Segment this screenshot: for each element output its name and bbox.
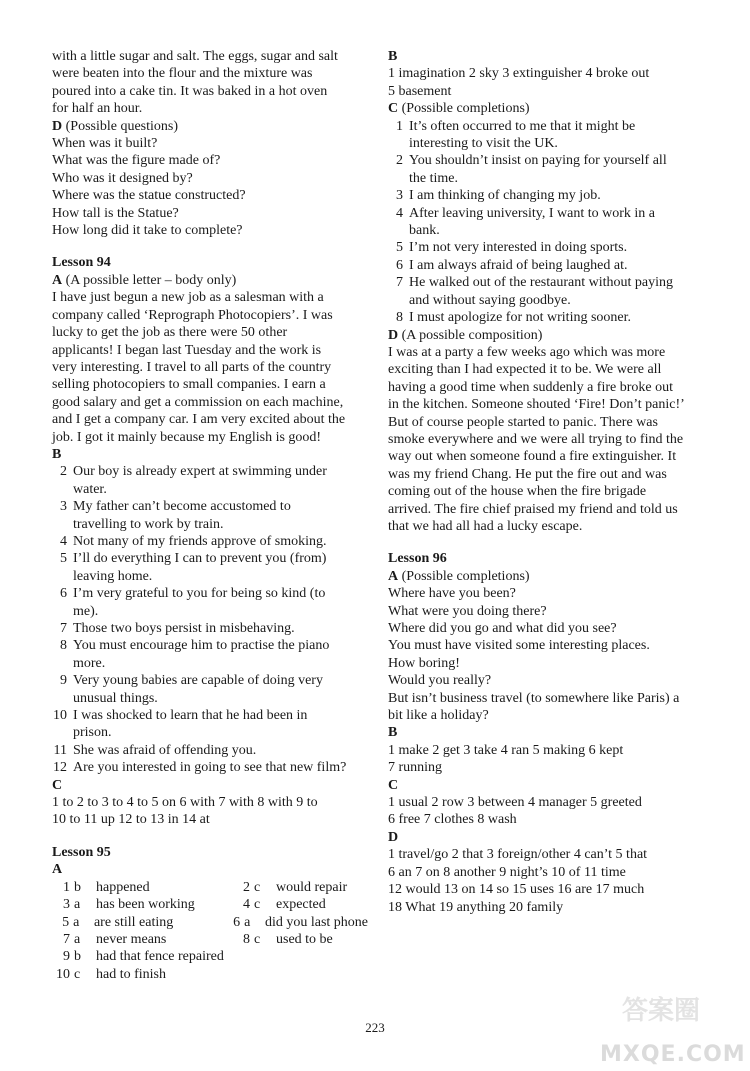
item-text: water. (73, 481, 107, 497)
list-item (52, 759, 368, 776)
item-number: 2 (60, 464, 67, 480)
section-d-heading (388, 327, 708, 344)
item-letter: c (254, 931, 261, 947)
item-text: had that fence repaired (96, 949, 224, 965)
item-letter: c (74, 966, 81, 982)
text-line: smoke everywhere and we were all trying to find the (388, 431, 684, 447)
item-text: I’m not very interested in doing sports. (409, 240, 628, 256)
text-line: 1 usual 2 row 3 between 4 manager 5 greeted (388, 795, 642, 811)
dialogue-lines (388, 585, 708, 724)
list-item (52, 550, 368, 585)
section-a-heading (52, 272, 368, 289)
text-line: coming out of the house when the fire brigade (388, 484, 647, 500)
right-column (388, 48, 708, 916)
text-line: 1 travel/go 2 that 3 foreign/other 4 can’t 5 that (388, 847, 648, 863)
item-number: 9 (63, 949, 70, 965)
item-text: and without saying goodbye. (409, 292, 571, 308)
item-text: It’s often occurred to me that it might be (409, 118, 636, 134)
letter-body (52, 289, 368, 446)
question-list (52, 135, 368, 239)
section-letter: A (388, 568, 399, 584)
section-note: (A possible letter – body only) (62, 272, 237, 288)
item-number: 7 (63, 931, 70, 947)
item-number: 6 (60, 586, 67, 602)
item-number: 8 (60, 638, 67, 654)
item-number: 1 (396, 118, 403, 134)
item-number: 5 (62, 914, 70, 930)
item-text: has been working (96, 897, 195, 913)
text-line: 10 to 11 up 12 to 13 in 14 at (52, 812, 210, 828)
text-line: poured into a cake tin. It was baked in a hot oven (52, 83, 328, 99)
left-column (52, 48, 368, 983)
text-line: bit like a holiday? (388, 708, 489, 724)
question: Who was it designed by? (52, 170, 193, 186)
list-item (52, 498, 368, 533)
section-letter: A (52, 272, 63, 288)
item-letter: a (244, 914, 251, 930)
text-line: 5 basement (388, 83, 452, 99)
text-line: were beaten into the flour and the mixture was (52, 66, 313, 82)
question: What was the figure made of? (52, 153, 221, 169)
list-item (388, 274, 708, 309)
item-text: are still eating (93, 914, 174, 930)
text-line: selling photocopiers to small companies. I earn a (52, 377, 326, 393)
section-b-heading: B (52, 446, 62, 462)
item-number: 1 (63, 879, 70, 895)
item-number: 7 (60, 621, 67, 636)
lesson-95-title: Lesson 95 (52, 844, 111, 860)
text-line: very interesting. I travel to all parts of the country (52, 359, 332, 375)
grid-row (52, 931, 368, 948)
section-letter: C (388, 101, 399, 117)
text-line: was my friend Chang. He put the fire out and was (388, 466, 667, 482)
text-line: lucky to get the job as there were 50 other (52, 325, 288, 341)
item-letter: c (254, 879, 261, 895)
item-number: 10 (56, 966, 70, 982)
item-letter: a (73, 914, 80, 930)
text-line: 12 would 13 on 14 so 15 uses 16 are 17 much (388, 882, 645, 898)
list-item (388, 118, 708, 153)
text-line: good salary and get a commission on each machine, (52, 394, 344, 410)
item-text: I am thinking of changing my job. (409, 188, 601, 204)
section-c-heading (388, 100, 708, 117)
item-number: 6 (233, 914, 241, 930)
item-letter: a (74, 931, 81, 947)
item-number: 2 (396, 153, 403, 169)
text-line: But isn’t business travel (to somewhere like Paris) a (388, 690, 680, 706)
question: When was it built? (52, 136, 158, 152)
text-line: job. I got it mainly because my English is good! (52, 429, 322, 445)
item-number: 3 (60, 499, 67, 515)
section-letter: D (388, 327, 399, 343)
text-line: Where did you go and what did you see? (388, 621, 617, 636)
section-c-heading: C (388, 777, 399, 793)
item-text: Are you interested in going to see that new film? (73, 760, 347, 776)
list-item (388, 257, 708, 274)
list-item (52, 585, 368, 620)
answer-grid (52, 879, 368, 983)
item-number: 2 (243, 879, 250, 895)
list-item (52, 707, 368, 742)
item-number: 5 (60, 551, 67, 567)
text-line: 1 to 2 to 3 to 4 to 5 on 6 with 7 with 8 with 9 to (52, 795, 318, 811)
item-text: bank. (409, 223, 440, 239)
item-text: I am always afraid of being laughed at. (409, 257, 628, 273)
item-text: I was shocked to learn that he had been in (73, 708, 308, 724)
item-text: Our boy is already expert at swimming under (73, 464, 327, 480)
item-text: had to finish (96, 966, 166, 982)
text-line: I have just begun a new job as a salesman with a (52, 290, 324, 306)
item-text: happened (96, 879, 150, 895)
answer-lines (388, 846, 708, 916)
answer-lines (52, 794, 368, 829)
list-item (52, 620, 368, 637)
list-item (388, 309, 708, 326)
text-line: How boring! (388, 655, 460, 671)
sentence-list (52, 463, 368, 776)
list-item (52, 463, 368, 498)
text-line: But of course people started to panic. There was (388, 414, 658, 430)
watermark-url: MXQE.COM (600, 1041, 746, 1067)
section-b-heading: B (388, 49, 398, 64)
page-number: 223 (365, 1020, 385, 1035)
list-item (52, 533, 368, 550)
item-letter: b (74, 879, 81, 895)
grid-row (52, 896, 368, 913)
item-text: prison. (73, 725, 112, 741)
watermark (592, 996, 746, 1067)
text-line: I was at a party a few weeks ago which was more (388, 344, 666, 360)
item-number: 8 (243, 931, 250, 947)
text-line: 6 free 7 clothes 8 wash (388, 812, 517, 828)
item-number: 7 (396, 275, 403, 291)
watermark-logo: 答案圈 (622, 996, 701, 1026)
item-text: me). (73, 603, 99, 619)
text-line: arrived. The fire chief praised my friend and told us (388, 501, 678, 517)
item-text: Those two boys persist in misbehaving. (73, 621, 295, 636)
item-number: 12 (53, 760, 67, 776)
answer-lines (388, 794, 708, 829)
item-text: I’ll do everything I can to prevent you (from) (73, 551, 327, 567)
item-text: I must apologize for not writing sooner. (409, 310, 632, 326)
list-item (388, 205, 708, 240)
text-line: 18 What 19 anything 20 family (388, 899, 564, 915)
lesson-94-title: Lesson 94 (52, 255, 111, 271)
item-text: would repair (276, 879, 348, 895)
item-text: He walked out of the restaurant without paying (409, 275, 673, 291)
item-number: 9 (60, 673, 67, 689)
grid-row (52, 948, 368, 965)
text-line: 1 make 2 get 3 take 4 ran 5 making 6 kept (388, 742, 624, 758)
grid-row (52, 879, 368, 896)
text-line: in the kitchen. Someone shouted ‘Fire! Don’t panic!’ (388, 397, 685, 413)
item-text: I’m very grateful to you for being so kind (to (73, 586, 326, 602)
grid-row (52, 914, 368, 931)
list-item (52, 742, 368, 759)
item-text: interesting to visit the UK. (409, 136, 558, 152)
list-item (52, 637, 368, 672)
text-line: What were you doing there? (388, 603, 547, 619)
answer-lines (388, 65, 708, 100)
item-text: Not many of my friends approve of smoking. (73, 533, 327, 549)
item-number: 4 (396, 205, 403, 221)
item-number: 4 (243, 897, 250, 913)
item-number: 10 (53, 708, 67, 724)
list-item (388, 152, 708, 187)
item-letter: b (74, 949, 81, 965)
item-text: Very young babies are capable of doing very (73, 673, 323, 689)
item-text: You must encourage him to practise the piano (73, 638, 330, 654)
section-a-heading: A (52, 862, 63, 878)
section-letter: D (52, 118, 63, 134)
text-line: that we had all had a lucky escape. (388, 518, 583, 534)
text-line: for half an hour. (52, 101, 143, 117)
item-number: 8 (396, 310, 403, 326)
text-line: applicants! I began last Tuesday and the work is (52, 342, 322, 358)
question: Where was the statue constructed? (52, 188, 246, 204)
list-item (388, 239, 708, 256)
item-text: She was afraid of offending you. (73, 742, 257, 758)
item-number: 3 (63, 897, 70, 913)
section-note: (A possible composition) (398, 327, 543, 343)
section-d-heading (52, 118, 368, 135)
item-text: You shouldn’t insist on paying for yourself all (409, 153, 667, 169)
sentence-list (388, 118, 708, 327)
item-letter: a (74, 897, 81, 913)
item-text: expected (276, 897, 326, 913)
item-number: 5 (396, 240, 403, 256)
text-line: Where have you been? (388, 586, 516, 602)
lesson-96-title: Lesson 96 (388, 551, 447, 567)
item-number: 4 (60, 533, 67, 549)
text-line: 6 an 7 on 8 another 9 night’s 10 of 11 time (388, 864, 626, 880)
text-line: Would you really? (388, 673, 492, 689)
item-number: 11 (53, 742, 67, 758)
section-note: (Possible questions) (62, 118, 179, 134)
text-line: company called ‘Reprograph Photocopiers’. I was (52, 307, 333, 323)
intro-paragraph (52, 48, 368, 118)
question: How long did it take to complete? (52, 223, 243, 239)
grid-row (52, 966, 368, 983)
item-text: used to be (276, 931, 333, 947)
section-b-heading: B (388, 725, 398, 741)
list-item (388, 187, 708, 204)
item-text: My father can’t become accustomed to (73, 499, 291, 515)
text-line: You must have visited some interesting places. (388, 638, 650, 654)
item-text: the time. (409, 170, 458, 186)
section-a-heading (388, 568, 708, 585)
item-text: never means (96, 931, 167, 947)
item-text: unusual things. (73, 690, 158, 706)
item-number: 6 (396, 257, 403, 273)
question: How tall is the Statue? (52, 205, 179, 221)
text-line: 7 running (388, 760, 443, 776)
section-note: (Possible completions) (398, 101, 530, 117)
item-text: did you last phone (264, 914, 368, 930)
section-c-heading: C (52, 777, 63, 793)
text-line: and I get a company car. I am very excited about the (52, 412, 346, 428)
composition (388, 344, 708, 535)
item-text: travelling to work by train. (73, 516, 224, 532)
text-line: exciting than I had expected it to be. We were all (388, 362, 662, 378)
section-d-heading: D (388, 829, 399, 845)
text-line: way out when someone found a fire extinguisher. It (388, 449, 677, 465)
text-line: with a little sugar and salt. The eggs, sugar and salt (52, 49, 338, 64)
item-letter: c (254, 897, 261, 913)
section-note: (Possible completions) (398, 568, 530, 584)
item-text: leaving home. (73, 568, 153, 584)
answer-lines (388, 742, 708, 777)
item-text: more. (73, 655, 106, 671)
item-number: 3 (396, 188, 403, 204)
text-line: 1 imagination 2 sky 3 extinguisher 4 broke out (388, 66, 650, 82)
text-line: having a good time when suddenly a fire broke out (388, 379, 673, 395)
list-item (52, 672, 368, 707)
item-text: After leaving university, I want to work in a (409, 205, 655, 221)
